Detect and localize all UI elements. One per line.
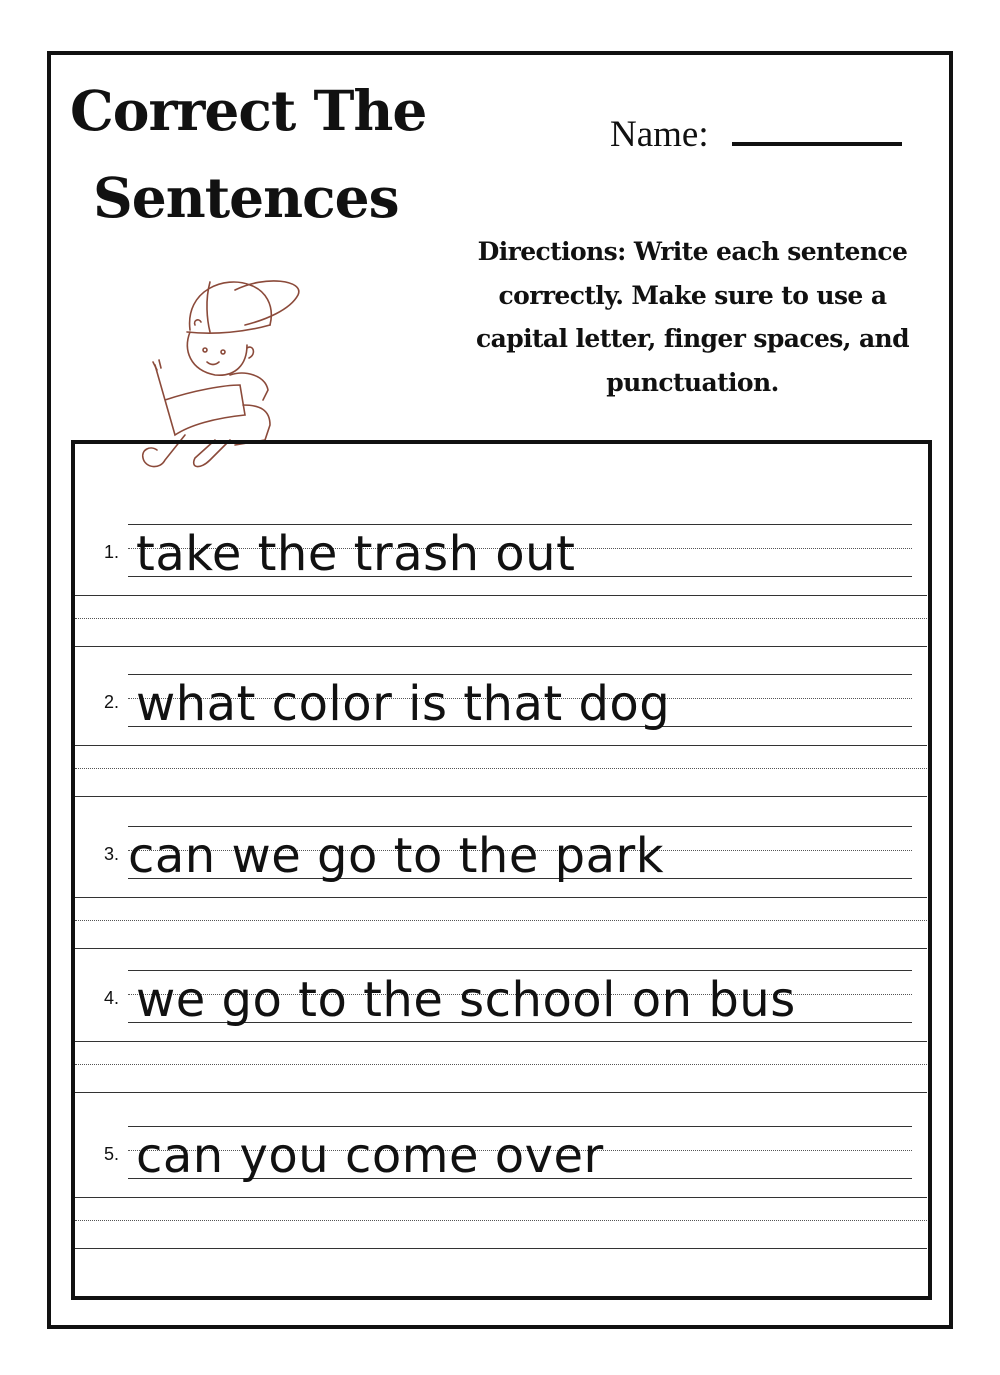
title-line-2: Sentences bbox=[93, 165, 399, 230]
writing-base-line bbox=[75, 1248, 927, 1249]
writing-mid-line bbox=[75, 768, 927, 769]
guide-top-line bbox=[128, 1126, 912, 1127]
sentence-text: take the trash out bbox=[136, 526, 576, 582]
name-label: Name: bbox=[610, 114, 709, 155]
writing-mid-line bbox=[75, 618, 927, 619]
item-number: 4. bbox=[104, 988, 120, 1008]
name-field[interactable] bbox=[732, 142, 902, 146]
writing-mid-line bbox=[75, 1064, 927, 1065]
writing-base-line bbox=[75, 796, 927, 797]
writing-base-line bbox=[75, 646, 927, 647]
item-number: 3. bbox=[104, 844, 120, 864]
sentence-text: can you come over bbox=[136, 1128, 604, 1184]
writing-base-line bbox=[75, 948, 927, 949]
writing-base-line bbox=[75, 1092, 927, 1093]
writing-top-line bbox=[75, 897, 927, 898]
guide-top-line bbox=[128, 674, 912, 675]
guide-top-line bbox=[128, 826, 912, 827]
item-number: 5. bbox=[104, 1144, 120, 1164]
item-number: 1. bbox=[104, 542, 120, 562]
writing-top-line bbox=[75, 595, 927, 596]
writing-top-line bbox=[75, 745, 927, 746]
writing-top-line bbox=[75, 1041, 927, 1042]
sentence-text: we go to the school on bus bbox=[136, 972, 796, 1028]
sentence-text: what color is that dog bbox=[136, 676, 671, 732]
item-number: 2. bbox=[104, 692, 120, 712]
guide-top-line bbox=[128, 524, 912, 525]
title-line-1: Correct The bbox=[70, 78, 427, 143]
directions: Directions: Write each sentence correctly. Make sure to use a capital letter, finger spaces, and punctuation. bbox=[475, 237, 910, 397]
writing-mid-line bbox=[75, 1220, 927, 1221]
sentence-text: can we go to the park bbox=[128, 828, 665, 884]
writing-mid-line bbox=[75, 920, 927, 921]
writing-top-line bbox=[75, 1197, 927, 1198]
guide-top-line bbox=[128, 970, 912, 971]
